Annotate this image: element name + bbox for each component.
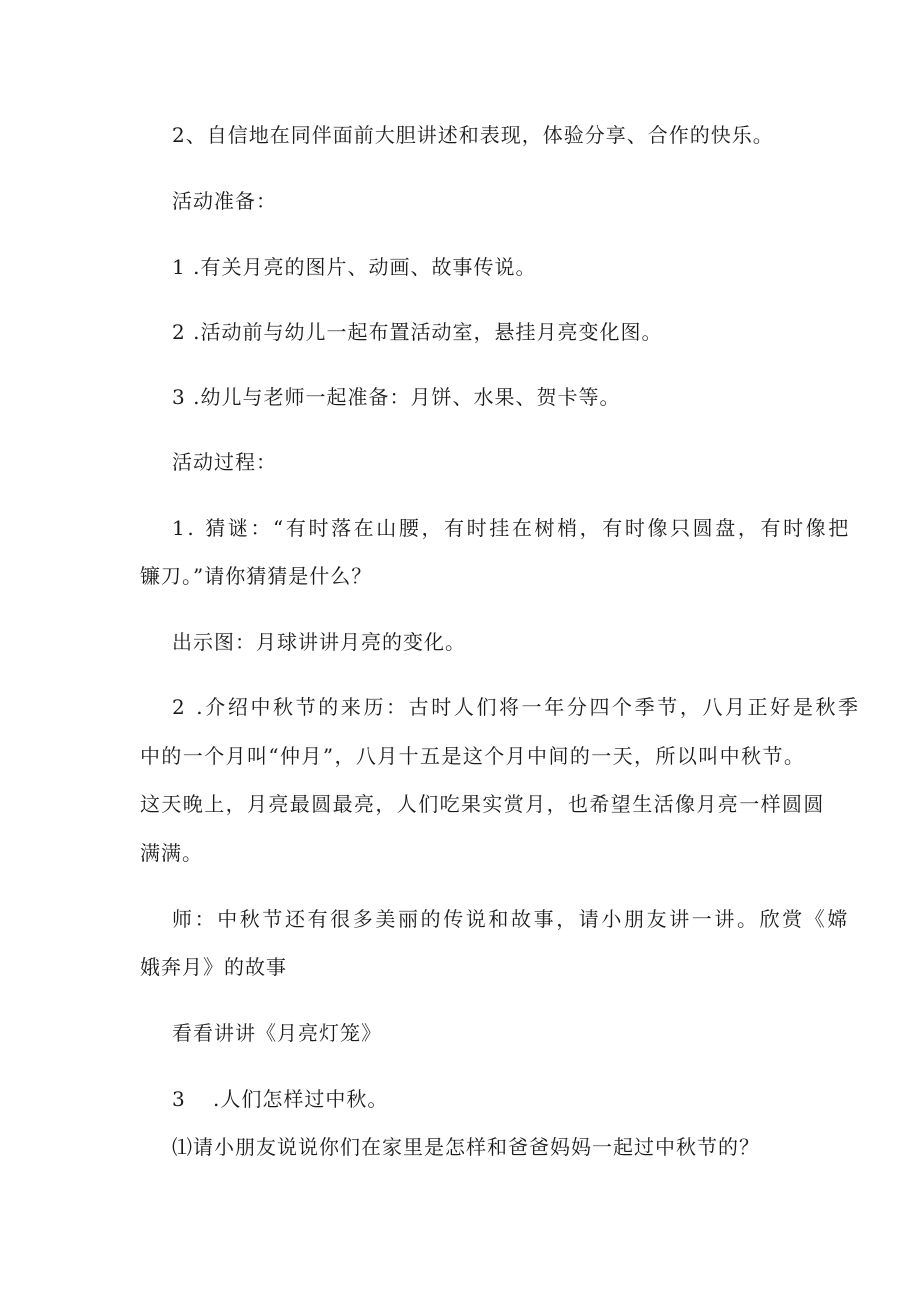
step-1-riddle-line-1: 1. 猜谜：“有时落在山腰，有时挂在树梢，有时像只圆盘，有时像把 [172,516,851,540]
prep-item-1: 1 .有关月亮的图片、动画、故事传说。 [172,255,537,279]
step-2-line-3: 这天晚上，月亮最圆最亮，人们吃果实赏月，也希望生活像月亮一样圆圆 [140,792,825,816]
preparation-heading: 活动准备： [172,189,277,213]
process-heading: 活动过程： [172,450,277,474]
step-3-text: .人们怎样过中秋。 [213,1087,389,1111]
teacher-line-2: 娥奔月》的故事 [140,955,287,979]
step-3-question-1: ⑴请小朋友说说你们在家里是怎样和爸爸妈妈一起过中秋节的？ [172,1135,760,1159]
teacher-line-1: 师：中秋节还有很多美丽的传说和故事，请小朋友讲一讲。欣赏《嫦 [172,907,850,931]
step-2-line-1: 2 .介绍中秋节的来历：古时人们将一年分四个季节，八月正好是秋季 [172,695,861,719]
prep-item-3: 3 .幼儿与老师一起准备：月饼、水果、贺卡等。 [172,385,621,409]
objective-2-text: 2、自信地在同伴面前大胆讲述和表现，体验分享、合作的快乐。 [172,123,774,147]
step-1-riddle-line-2: 镰刀。”请你猜猜是什么？ [140,564,373,588]
watch-tell-text: 看看讲讲《月亮灯笼》 [172,1021,382,1045]
step-3-number: 3 [172,1087,186,1111]
step-1-show-text: 出示图：月球讲讲月亮的变化。 [172,630,466,654]
prep-item-2: 2 .活动前与幼儿一起布置活动室，悬挂月亮变化图。 [172,320,663,344]
step-2-line-2: 中的一个月叫“仲月”，八月十五是这个月中间的一天，所以叫中秋节。 [140,744,806,768]
step-2-line-4: 满满。 [140,841,203,865]
